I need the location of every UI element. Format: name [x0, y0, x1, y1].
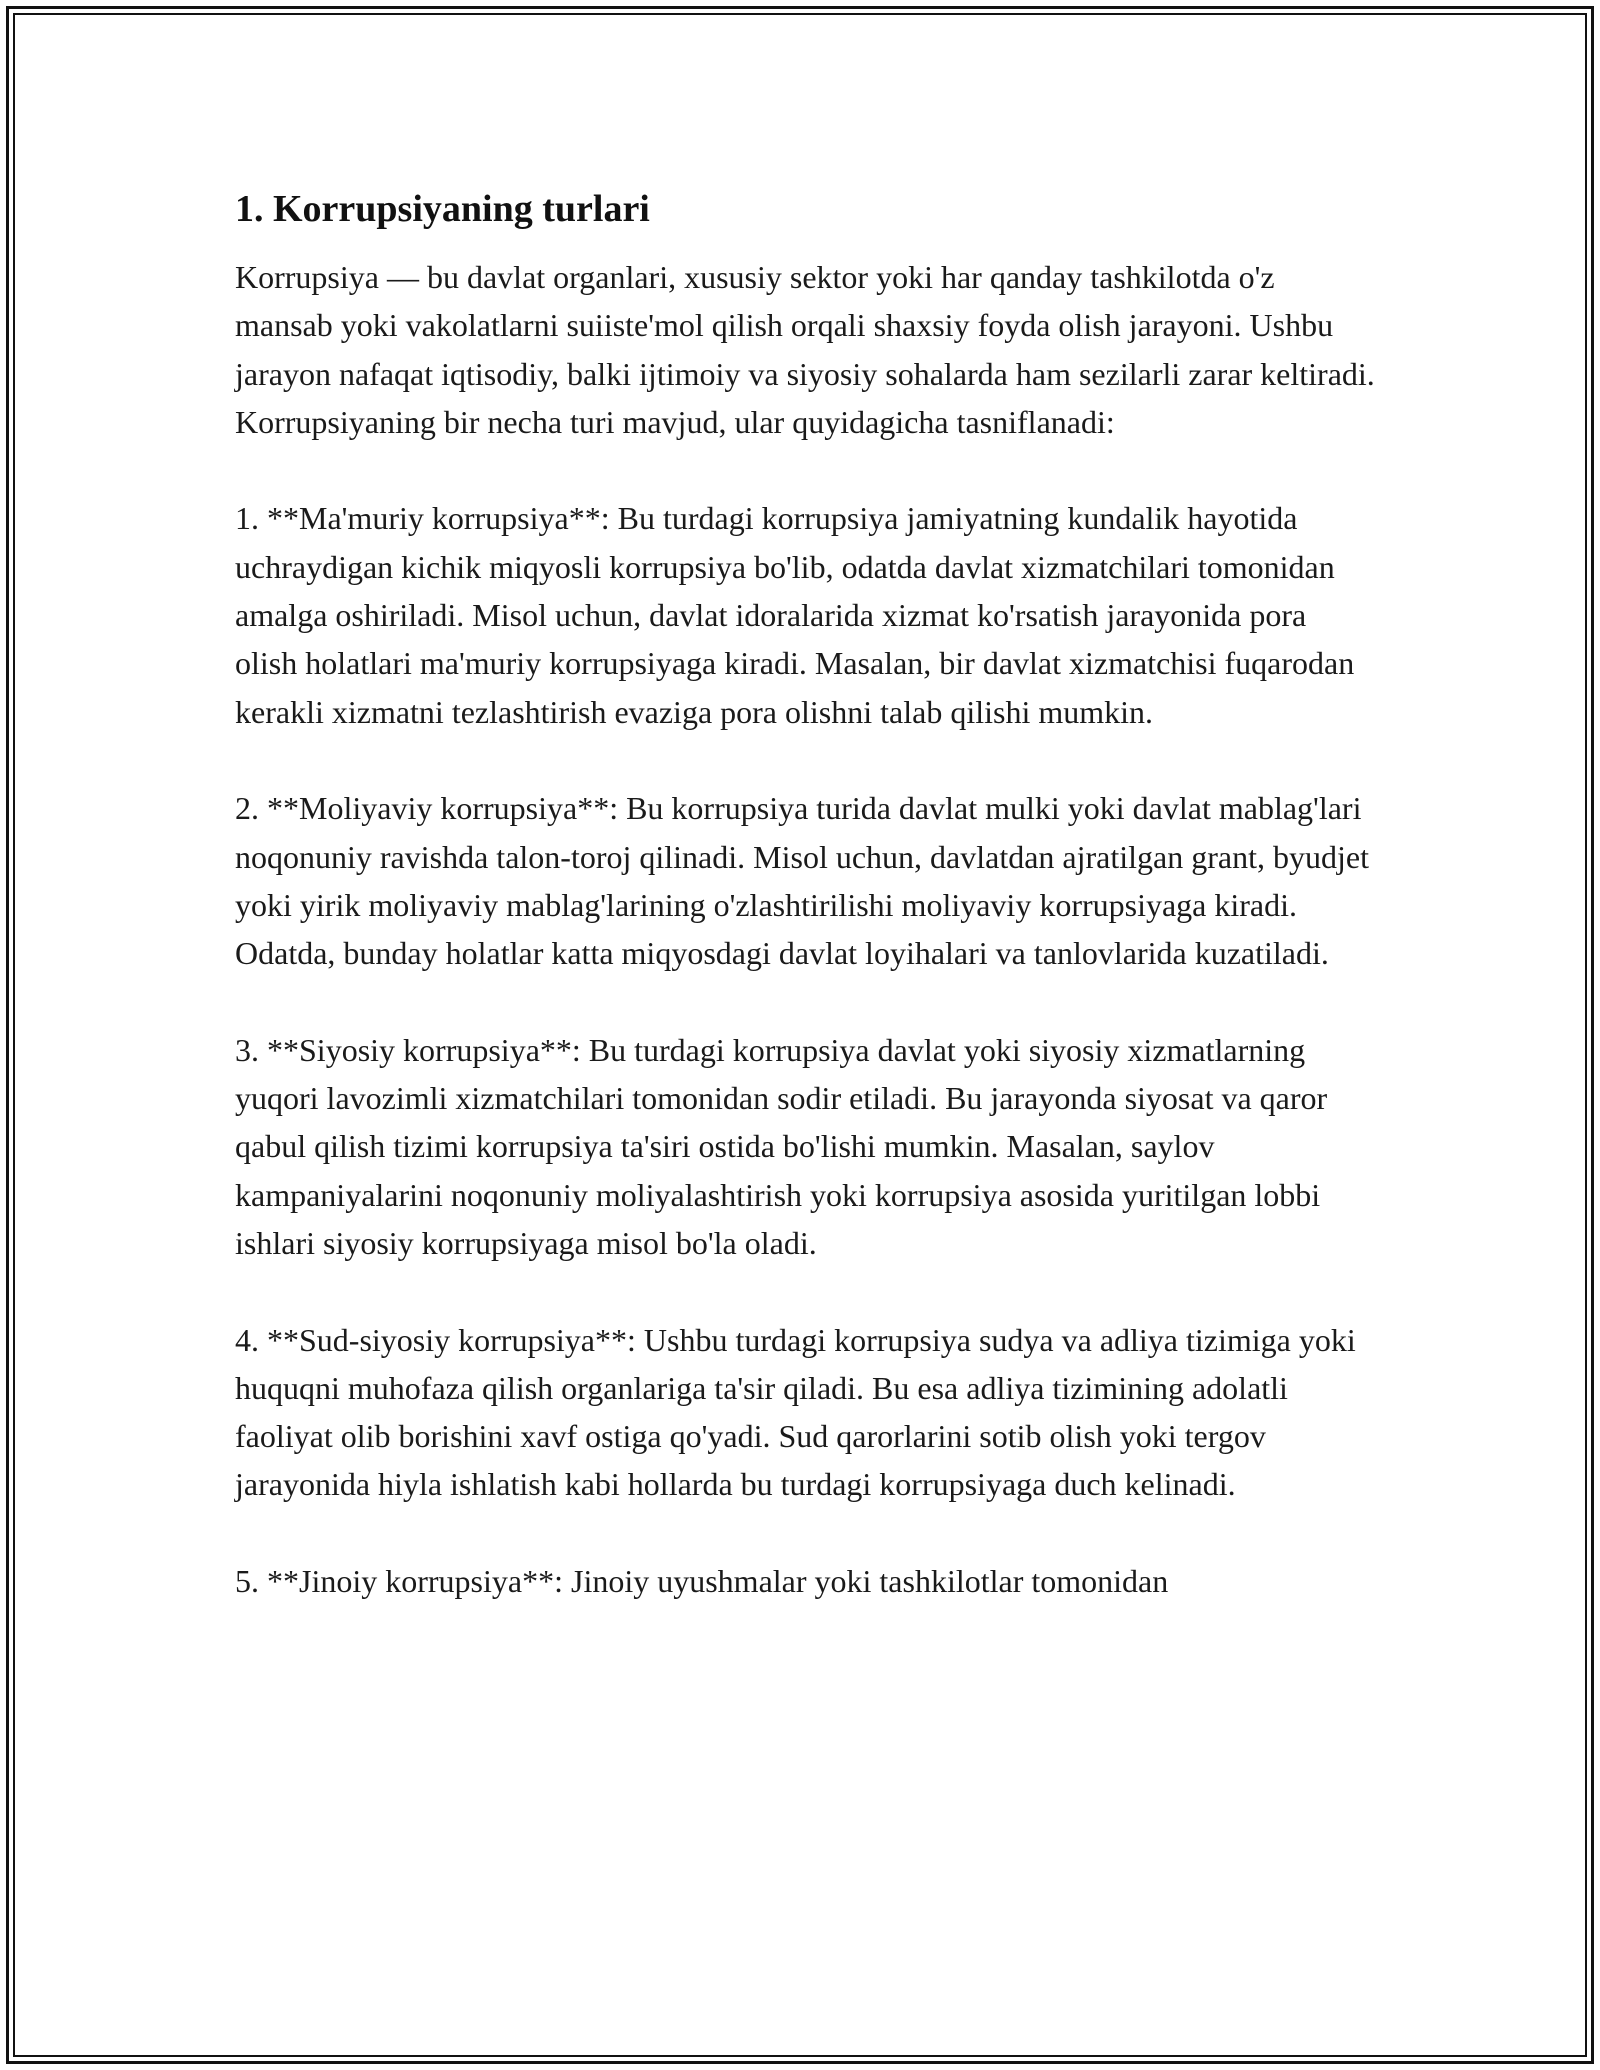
- paragraph-criminal-corruption: 5. **Jinoiy korrupsiya**: Jinoiy uyushmalar yoki tashkilotlar tomonidan: [235, 1563, 1169, 1600]
- paragraph-judicial-corruption: 4. **Sud-siyosiy korrupsiya**: Ushbu turdagi korrupsiya sudya va adliya tizimiga yoki huquqni muhofaza qilish organlariga ta'sir qiladi. Bu esa adliya tizimining adolatli faoliyat olib borishini xavf ostiga qo'yadi. Sud qarorlarini sotib olish yoki tergov jarayonida hiyla ishlatish kabi hollarda bu turdagi korrupsiyaga duch kelinadi.: [235, 1321, 1356, 1503]
- section-heading: 1. Korrupsiyaning turlari: [235, 188, 650, 230]
- intro-paragraph: Korrupsiya — bu davlat organlari, xususiy sektor yoki har qanday tashkilotda o'z mansab yoki vakolatlarni suiiste'mol qilish orqali shaxsiy foyda olish jarayoni. Ushbu jarayon nafaqat iqtisodiy, balki ijtimoiy va siyosiy sohalarda ham sezilarli zarar keltiradi. Korrupsiyaning bir necha turi mavjud, ular quyidagicha tasniflanadi:: [235, 259, 1375, 440]
- paragraph-financial-corruption: 2. **Moliyaviy korrupsiya**: Bu korrupsiya turida davlat mulki yoki davlat mablag'lari noqonuniy ravishda talon-toroj qilinadi. Misol uchun, davlatdan ajratilgan grant, byudjet yoki yirik moliyaviy mablag'larining o'zlashtirilishi moliyaviy korrupsiyaga kiradi. Odatda, bunday holatlar katta miqyosdagi davlat loyihalari va tanlovlarida kuzatiladi.: [235, 790, 1369, 972]
- paragraph-political-corruption: 3. **Siyosiy korrupsiya**: Bu turdagi korrupsiya davlat yoki siyosiy xizmatlarning yuqori lavozimli xizmatchilari tomonidan sodir etiladi. Bu jarayonda siyosat va qaror qabul qilish tizimi korrupsiya ta'siri ostida bo'lishi mumkin. Masalan, saylov kampaniyalarini noqonuniy moliyalashtirish yoki korrupsiya asosida yuritilgan lobbi ishlari siyosiy korrupsiyaga misol bo'la oladi.: [235, 1031, 1328, 1261]
- document-body: [235, 185, 1375, 1654]
- paragraph-administrative-corruption: 1. **Ma'muriy korrupsiya**: Bu turdagi korrupsiya jamiyatning kundalik hayotida uchraydigan kichik miqyosli korrupsiya bo'lib, odatda davlat xizmatchilari tomonidan amalga oshiriladi. Misol uchun, davlat idoralarida xizmat ko'rsatish jarayonida pora olish holatlari ma'muriy korrupsiyaga kiradi. Masalan, bir davlat xizmatchisi fuqarodan kerakli xizmatni tezlashtirish evaziga pora olishni talab qilishi mumkin.: [235, 500, 1355, 730]
